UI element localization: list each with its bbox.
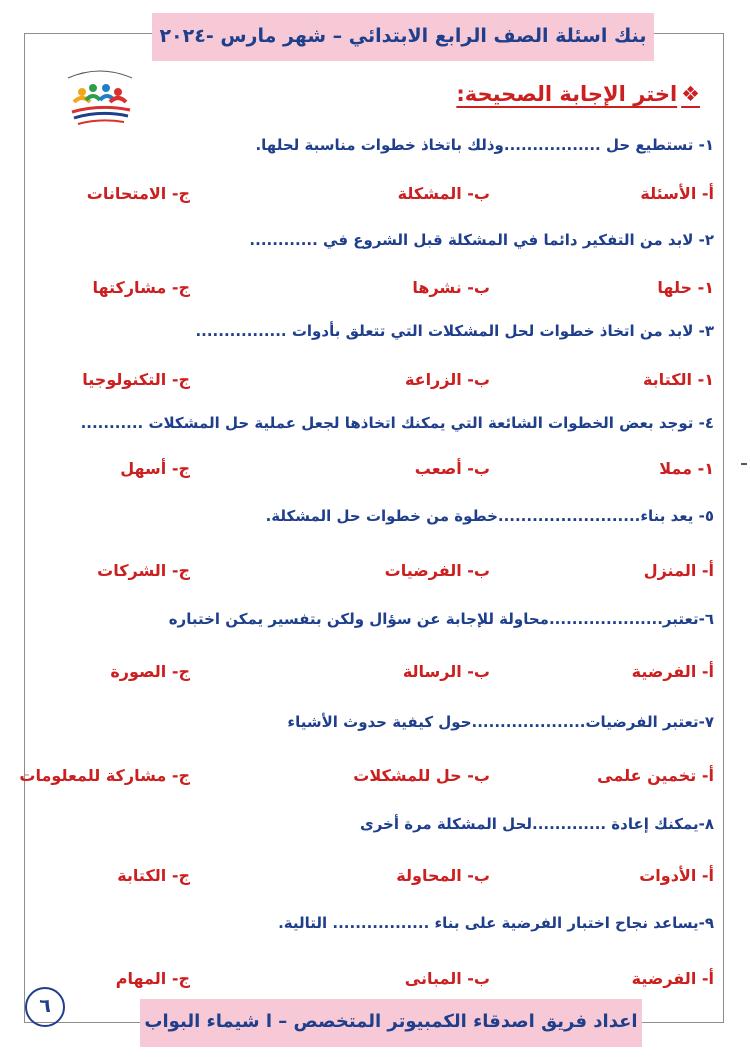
question-2-option-c: ج- مشاركتها [92, 278, 190, 297]
question-6-option-b: ب- الرسالة [402, 662, 490, 681]
question-3-option-a: ١- الكتابة [642, 370, 714, 389]
question-8-option-c: ج- الكتابة [117, 866, 190, 885]
question-4-option-c: ج- أسهل [120, 459, 190, 478]
question-1: ١- تستطيع حل .................وذلك باتخاذ خطوات مناسبة لحلها. [255, 136, 714, 154]
diamond-bullet-icon: ❖ [681, 82, 700, 106]
question-9-option-b: ب- المبانى [404, 969, 490, 988]
school-logo [60, 66, 140, 136]
question-5-option-c: ج- الشركات [97, 561, 190, 580]
question-3-option-c: ج- التكنولوجيا [82, 370, 190, 389]
question-2: ٢- لابد من التفكير دائما في المشكلة قبل الشروع في ............ [249, 231, 714, 249]
question-6-option-c: ج- الصورة [110, 662, 190, 681]
question-8: ٨-يمكنك إعادة .............لحل المشكلة مرة أخرى [359, 815, 714, 833]
question-4: ٤- توجد بعض الخطوات الشائعة التي يمكنك اتخاذها لجعل عملية حل المشكلات ........... [80, 414, 714, 432]
question-5-option-a: أ- المنزل [643, 561, 714, 580]
question-5: ٥- يعد بناء.........................خطوة من خطوات حل المشكلة. [265, 507, 714, 525]
question-6-option-a: أ- الفرضية [631, 662, 714, 681]
question-7-option-a: أ- تخمين علمى [597, 766, 714, 785]
question-1-option-a: أ- الأسئلة [640, 184, 714, 203]
question-4-option-a: ١- مملا [659, 459, 714, 478]
question-4-option-b: ب- أصعب [414, 459, 490, 478]
question-9: ٩-يساعد نجاح اختبار الفرضية على بناء ................. التالية. [278, 914, 714, 932]
question-3-option-b: ب- الزراعة [404, 370, 490, 389]
question-7-option-b: ب- حل للمشكلات [353, 766, 490, 785]
question-1-option-b: ب- المشكلة [397, 184, 490, 203]
header-banner: بنك اسئلة الصف الرابع الابتدائي – شهر مارس -٢٠٢٤ [152, 13, 654, 61]
margin-mark [741, 463, 747, 465]
question-7: ٧-تعتبر الفرضيات....................حول كيفية حدوث الأشياء [287, 713, 714, 731]
question-5-option-b: ب- الفرضيات [384, 561, 490, 580]
section-title [456, 82, 700, 106]
question-3: ٣- لابد من اتخاذ خطوات لحل المشكلات التي تتعلق بأدوات ................ [195, 322, 714, 340]
question-6: ٦-تعتبر....................محاولة للإجابة عن سؤال ولكن بتفسير يمكن اختباره [168, 610, 714, 628]
question-9-option-a: أ- الفرضية [631, 969, 714, 988]
question-8-option-a: أ- الأدوات [639, 866, 714, 885]
question-2-option-a: ١- حلها [657, 278, 714, 297]
question-8-option-b: ب- المحاولة [396, 866, 490, 885]
section-title-text: اختر الإجابة الصحيحة: [456, 82, 678, 106]
page-number: ٦ [25, 987, 65, 1027]
question-7-option-c: ج- مشاركة للمعلومات [19, 766, 190, 785]
question-2-option-b: ب- نشرها [412, 278, 490, 297]
question-1-option-c: ج- الامتحانات [86, 184, 190, 203]
question-9-option-c: ج- المهام [115, 969, 190, 988]
footer-banner: اعداد فريق اصدقاء الكمبيوتر المتخصص – ا شيماء البواب [140, 999, 642, 1047]
